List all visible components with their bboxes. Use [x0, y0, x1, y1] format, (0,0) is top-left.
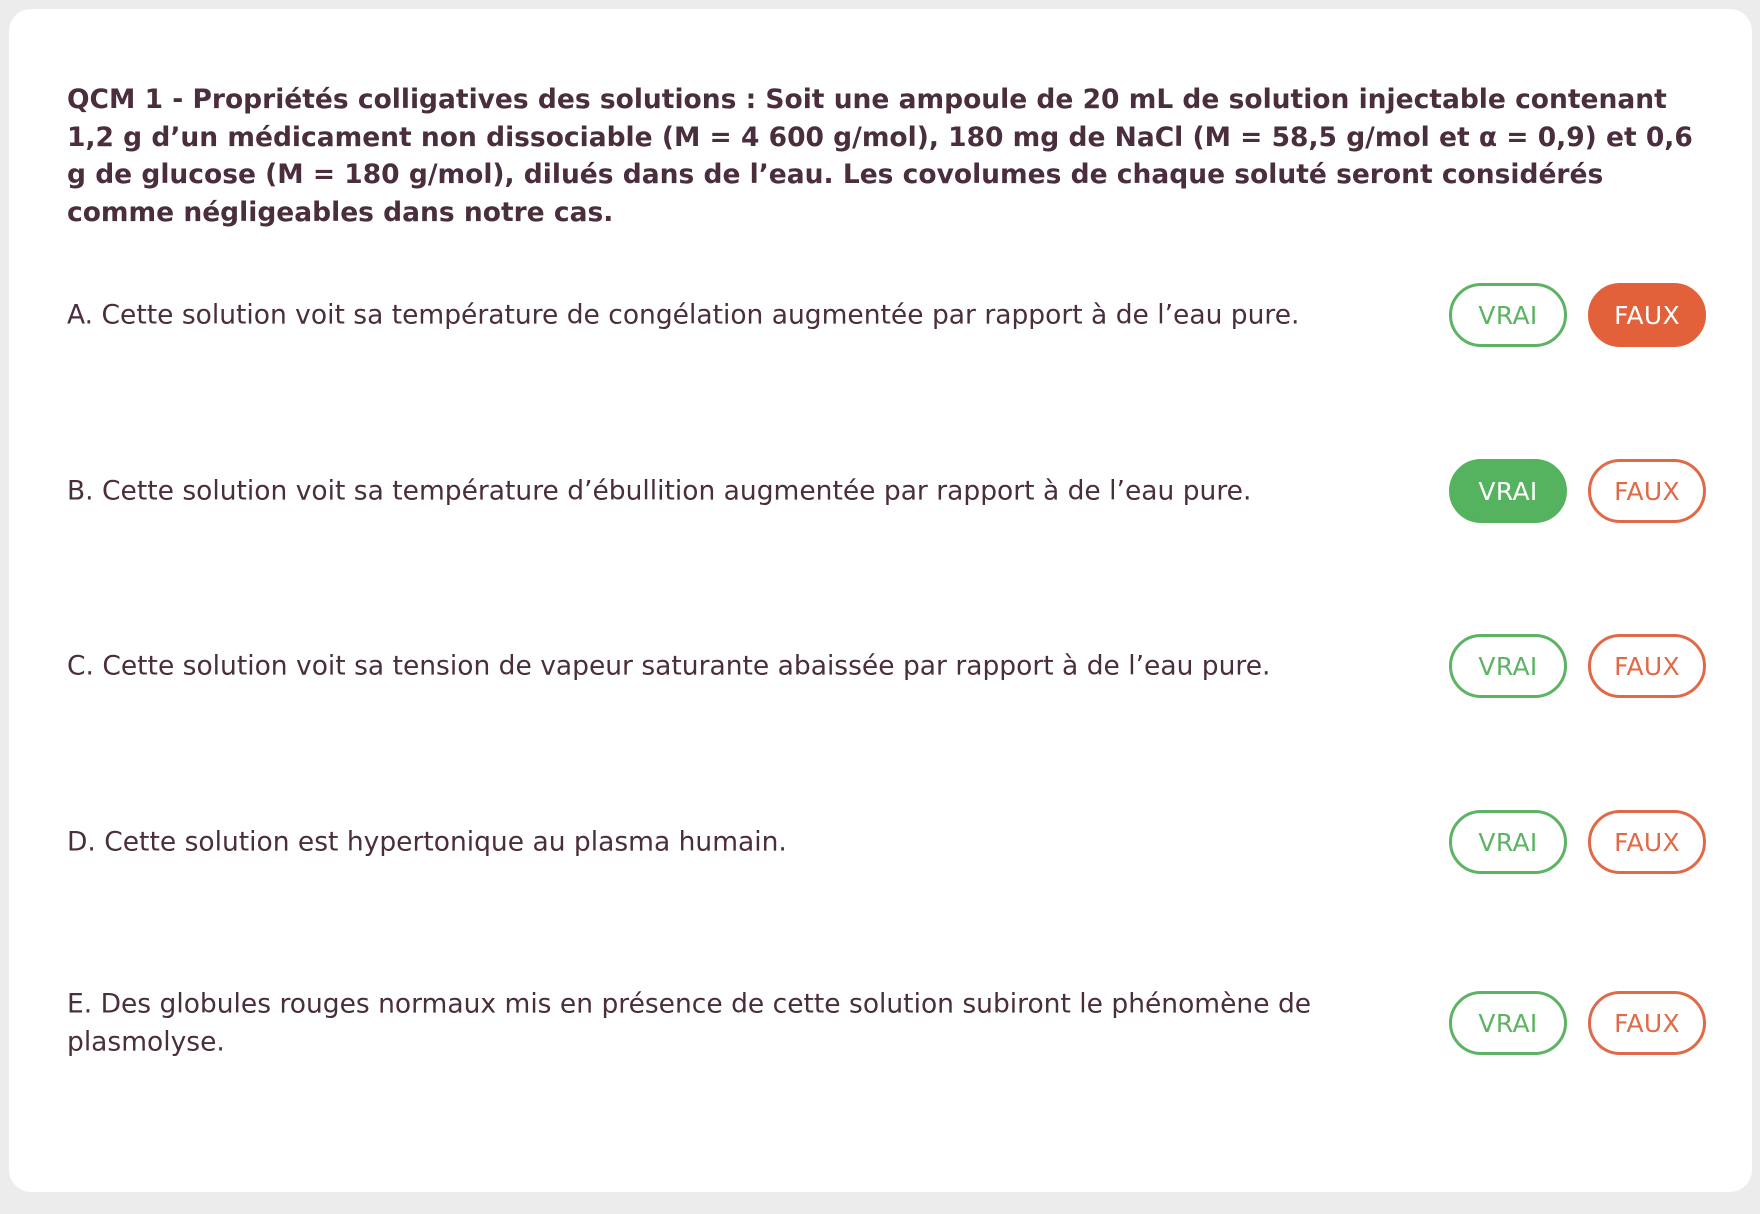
answer-item-a	[67, 281, 1717, 349]
answer-text-a: A. Cette solution voit sa température de congélation augmentée par rapport à de l’eau pure.	[67, 299, 1300, 331]
qcm-card	[9, 9, 1752, 1192]
vrai-button-b[interactable]: VRAI	[1449, 459, 1567, 523]
answer-text-b: B. Cette solution voit sa température d’ébullition augmentée par rapport à de l’eau pure.	[67, 475, 1252, 507]
vrai-button-d[interactable]: VRAI	[1449, 810, 1567, 874]
answer-item-c	[67, 632, 1717, 700]
vrai-button-e[interactable]: VRAI	[1449, 991, 1567, 1055]
vrai-button-a[interactable]: VRAI	[1449, 283, 1567, 347]
answer-item-d	[67, 808, 1717, 876]
faux-button-d[interactable]: FAUX	[1588, 810, 1706, 874]
faux-button-b[interactable]: FAUX	[1588, 459, 1706, 523]
question-statement: QCM 1 - Propriétés colligatives des solutions : Soit une ampoule de 20 mL de solution injectable contenant 1,2 g d’un médicament non dissociable (M = 4 600 g/mol), 180 mg de NaCl (M = 58,5 g/mol et α = 0,9) et 0,6 g de glucose (M = 180 g/mol), dilués dans de l’eau. Les covolumes de chaque soluté seront considérés comme négligeables dans notre cas.	[67, 84, 1693, 228]
answer-text-c: C. Cette solution voit sa tension de vapeur saturante abaissée par rapport à de l’eau pure.	[67, 650, 1271, 682]
faux-button-a[interactable]: FAUX	[1588, 283, 1706, 347]
answer-text-d: D. Cette solution est hypertonique au plasma humain.	[67, 826, 787, 858]
answer-item-b	[67, 457, 1717, 525]
faux-button-c[interactable]: FAUX	[1588, 634, 1706, 698]
vrai-button-c[interactable]: VRAI	[1449, 634, 1567, 698]
answer-item-e	[67, 985, 1717, 1061]
faux-button-e[interactable]: FAUX	[1588, 991, 1706, 1055]
answer-text-e: E. Des globules rouges normaux mis en présence de cette solution subiront le phénomène de plasmolyse.	[67, 988, 1312, 1057]
